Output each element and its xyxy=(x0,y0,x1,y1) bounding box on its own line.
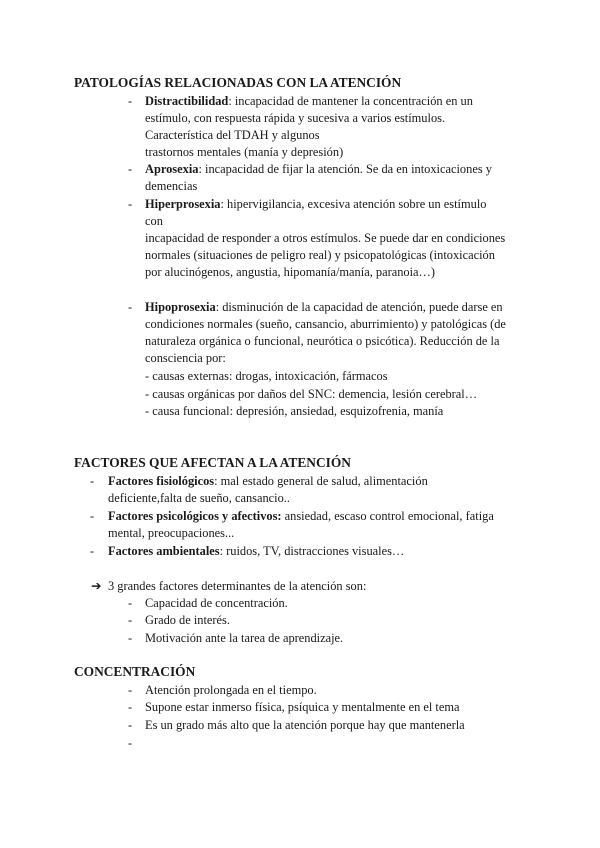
sub-item-interes: Grado de interés. xyxy=(145,613,230,627)
section-title-concentracion: CONCENTRACIÓN xyxy=(74,664,196,679)
text-line: mental, preocupaciones... xyxy=(108,526,235,540)
bullet-dash: - xyxy=(128,631,133,645)
bullet-dash: - xyxy=(128,613,133,627)
bullet-dash: - xyxy=(128,162,133,176)
list-item: Supone estar inmerso física, psíquica y mentalmente en el tema xyxy=(145,700,460,714)
bullet-dash: - xyxy=(128,596,133,610)
bullet-dash: - xyxy=(128,700,133,714)
list-item-distractibilidad: Distractibilidad: incapacidad de mantener la concentración en un xyxy=(145,94,473,108)
arrow-icon: ➔ xyxy=(91,579,102,593)
term-hiperprosexia: Hiperprosexia xyxy=(145,197,221,211)
text-line: por alucinógenos, angustia, hipomanía/manía, paranoia…) xyxy=(145,265,436,279)
term-psicologicos: Factores psicológicos y afectivos: xyxy=(108,509,282,523)
bullet-dash: - xyxy=(128,718,133,732)
bullet-dash: - xyxy=(128,683,133,697)
sub-item-concentracion: Capacidad de concentración. xyxy=(145,596,288,610)
text-line: trastornos mentales (manía y depresión) xyxy=(145,145,344,159)
sub-item-motivacion: Motivación ante la tarea de aprendizaje. xyxy=(145,631,344,645)
bullet-dash: - xyxy=(128,300,133,314)
list-item: Es un grado más alto que la atención porque hay que mantenerla xyxy=(145,718,465,732)
text-line: deficiente,falta de sueño, cansancio.. xyxy=(108,491,290,505)
list-item-fisiologicos: Factores fisiológicos: mal estado general de salud, alimentación xyxy=(108,474,428,488)
text-line: naturaleza orgánica o funcional, neurótica o psicótica). Reducción de la xyxy=(145,334,500,348)
list-item-aprosexia: Aprosexia: incapacidad de fijar la atención. Se da en intoxicaciones y xyxy=(145,162,492,176)
section-title-factores: FACTORES QUE AFECTAN A LA ATENCIÓN xyxy=(74,455,351,470)
list-item-hipoprosexia: Hipoprosexia: disminución de la capacidad de atención, puede darse en xyxy=(145,300,503,314)
bullet-dash: - xyxy=(90,509,95,523)
text-line: - causas orgánicas por daños del SNC: demencia, lesión cerebral… xyxy=(145,387,478,401)
list-item-ambientales: Factores ambientales: ruidos, TV, distracciones visuales… xyxy=(108,544,405,558)
text-line: - causa funcional: depresión, ansiedad, esquizofrenia, manía xyxy=(145,404,444,418)
term-hipoprosexia: Hipoprosexia xyxy=(145,300,216,314)
text-line: - causas externas: drogas, intoxicación, fármacos xyxy=(145,369,388,383)
text-line: con xyxy=(145,214,163,228)
arrow-text: 3 grandes factores determinantes de la atención son: xyxy=(108,579,367,593)
section-title-patologias: PATOLOGÍAS RELACIONADAS CON LA ATENCIÓN xyxy=(74,75,402,90)
text-line: normales (situaciones de peligro real) y psicopatológicas (intoxicación xyxy=(145,248,495,262)
list-item-psicologicos: Factores psicológicos y afectivos: ansiedad, escaso control emocional, fatiga xyxy=(108,509,494,523)
text-line: estímulo, con respuesta rápida y sucesiva a varios estímulos. xyxy=(145,111,446,125)
bullet-dash: - xyxy=(128,197,133,211)
text-line: Característica del TDAH y algunos xyxy=(145,128,320,142)
text-line: consciencia por: xyxy=(145,351,226,365)
text-line: condiciones normales (sueño, cansancio, aburrimiento) y patológicas (de xyxy=(145,317,506,331)
bullet-dash: - xyxy=(90,474,95,488)
term-fisiologicos: Factores fisiológicos xyxy=(108,474,215,488)
list-item-hiperprosexia: Hiperprosexia: hipervigilancia, excesiva atención sobre un estímulo xyxy=(145,197,487,211)
list-item: Atención prolongada en el tiempo. xyxy=(145,683,317,697)
bullet-dash: - xyxy=(90,544,95,558)
term-distractibilidad: Distractibilidad xyxy=(145,94,229,108)
text-line: incapacidad de responder a otros estímulos. Se puede dar en condiciones xyxy=(145,231,506,245)
bullet-dash: - xyxy=(128,736,133,750)
term-aprosexia: Aprosexia xyxy=(145,162,199,176)
term-ambientales: Factores ambientales xyxy=(108,544,220,558)
text-line: demencias xyxy=(145,179,198,193)
bullet-dash: - xyxy=(128,94,133,108)
